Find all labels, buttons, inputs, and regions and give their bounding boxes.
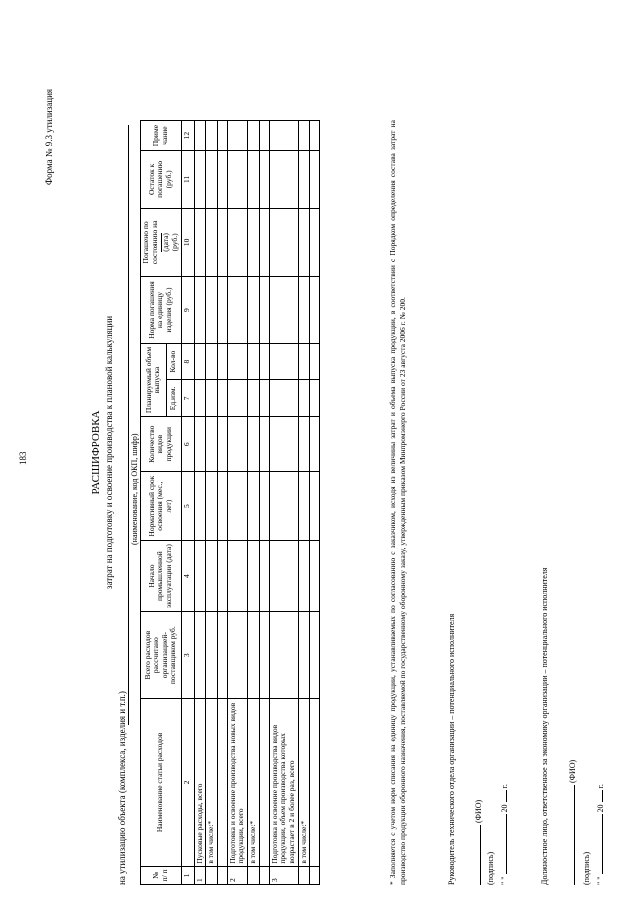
signature2-date-prefix: " ": [596, 876, 605, 885]
header-repaid-a: Погашено по состоянию на: [141, 220, 159, 265]
table-cell[interactable]: [206, 612, 218, 699]
signature2-date-field[interactable]: [602, 814, 603, 874]
table-cell[interactable]: [206, 151, 218, 208]
table-cell[interactable]: [227, 380, 247, 417]
signature2-year-suffix: г.: [596, 784, 605, 789]
table-cell[interactable]: [194, 541, 206, 612]
signature1-date-prefix: " ": [500, 876, 509, 885]
table-cell[interactable]: [227, 121, 247, 151]
table-cell[interactable]: [269, 121, 298, 151]
table-cell[interactable]: [269, 151, 298, 208]
header-total: Всего расходов рассчитано организацией-поставщиком руб.: [141, 612, 182, 699]
form-label: Форма № 9.3 утилизация: [44, 88, 54, 185]
signature1-sign-field[interactable]: [480, 825, 481, 885]
signature1-year-field[interactable]: [506, 790, 507, 802]
signature1-sign-label: (подпись): [486, 851, 495, 885]
signature1-role: Руководитель технического отдела организации – потенциального исполнителя: [447, 613, 456, 885]
table-row: [217, 121, 227, 885]
header-count: Кол-во: [166, 343, 181, 380]
row-sub: в том числе:*: [248, 699, 260, 866]
header-num: № п/ п: [141, 866, 182, 884]
table-cell[interactable]: [269, 208, 298, 277]
col-number: 6: [181, 417, 194, 472]
header-repaid: [141, 208, 182, 277]
signature2-year: 20: [596, 804, 605, 813]
signature1-year: 20: [500, 804, 509, 813]
footnote: * Заполняется с учетом норм списания на единицу продукции, устанавливаемых по согласованию с заказчиком, исходя из величины затрат и объема выпуска продукции, в соответствии с Порядком определения состава затрат на производство продукции оборонного назначения, поставляемой по государственному оборонному заказу, утвержденным приказом Минпромэнерго России от 23 августа 2006 г. № 200.: [388, 120, 407, 885]
table-row: [259, 121, 269, 885]
signature1-date-field[interactable]: [506, 814, 507, 874]
signature2-line: [568, 760, 577, 885]
table-cell[interactable]: [269, 612, 298, 699]
signature1-date: [500, 784, 509, 885]
col-number: 1: [181, 866, 194, 884]
table-cell[interactable]: [194, 208, 206, 277]
signature1-line: [474, 800, 483, 885]
col-number: 8: [181, 343, 194, 380]
signature1-year-suffix: г.: [500, 784, 509, 789]
table-cell[interactable]: [206, 121, 218, 151]
table-cell[interactable]: [206, 277, 218, 344]
object-hint: (наименование, код ОКП, шифр): [130, 433, 139, 545]
row-num: 1: [194, 866, 206, 884]
table-cell[interactable]: [194, 417, 206, 472]
signature2-sign-label: (подпись): [582, 851, 591, 885]
table-cell[interactable]: [269, 417, 298, 472]
header-balance: Остаток к погашению (руб.): [141, 151, 182, 208]
table-cell[interactable]: [227, 612, 247, 699]
table-row: [206, 121, 218, 885]
table-cell[interactable]: [194, 151, 206, 208]
header-planned: Планируемый объем выпуска: [141, 343, 167, 416]
table-cell[interactable]: [227, 472, 247, 541]
table-cell[interactable]: [227, 343, 247, 380]
table-cell[interactable]: [194, 612, 206, 699]
row-num: 2: [227, 866, 247, 884]
header-note: Приме чание: [141, 121, 182, 151]
table-cell[interactable]: [206, 541, 218, 612]
column-number-row: [181, 121, 194, 885]
row-name: Пусковые расходы, всего: [194, 699, 206, 866]
table-row: [310, 121, 320, 885]
header-norm: Норма погашения на единицу изделия (руб.): [141, 277, 182, 344]
table-cell[interactable]: [227, 151, 247, 208]
row-num: 3: [269, 866, 298, 884]
table-cell[interactable]: [227, 417, 247, 472]
row-sub: в том числе:*: [298, 699, 310, 866]
col-number: 11: [181, 151, 194, 208]
header-repaid-b: (дата): [161, 233, 171, 252]
table-cell[interactable]: [269, 380, 298, 417]
table-row: [248, 121, 260, 885]
table-row: [269, 121, 298, 885]
table-cell[interactable]: [227, 541, 247, 612]
col-number: 3: [181, 612, 194, 699]
table-cell[interactable]: [227, 277, 247, 344]
object-line: на утилизацию объекта (комплекса, изделия и т.п.): [117, 691, 127, 885]
col-number: 10: [181, 208, 194, 277]
cost-table: [140, 120, 320, 885]
table-cell[interactable]: [206, 417, 218, 472]
signature2-year-field[interactable]: [602, 790, 603, 802]
table-cell[interactable]: [194, 277, 206, 344]
object-name-field: [128, 125, 129, 725]
table-row: [227, 121, 247, 885]
table-cell[interactable]: [194, 380, 206, 417]
row-name: Подготовка и освоение производства новых видов продукции, всего: [227, 699, 247, 866]
table-row: [194, 121, 206, 885]
signature2-sign-field[interactable]: [574, 785, 575, 885]
col-number: 12: [181, 121, 194, 151]
header-name: Наименование статьи расходов: [141, 699, 182, 866]
row-name: Подготовка и освоение производства видов продукции, объем производства которых возрастает в 2 и более раз, всего: [269, 699, 298, 866]
table-row: [298, 121, 310, 885]
table-cell[interactable]: [227, 208, 247, 277]
signature2-date: [596, 784, 605, 885]
table-cell[interactable]: [194, 121, 206, 151]
page-number: 183: [18, 451, 28, 465]
table-header-row: [141, 121, 167, 885]
col-number: 4: [181, 541, 194, 612]
table-cell[interactable]: [206, 472, 218, 541]
col-number: 5: [181, 472, 194, 541]
header-qty: Количество видов продукции: [141, 417, 182, 472]
col-number: 2: [181, 699, 194, 866]
table-cell[interactable]: [269, 541, 298, 612]
table-cell[interactable]: [206, 208, 218, 277]
header-start: Начало промышленной эксплуатации (дата): [141, 541, 182, 612]
signature1-fio: (ФИО): [474, 799, 483, 823]
table-cell[interactable]: [269, 343, 298, 380]
table-cell[interactable]: [194, 472, 206, 541]
table-cell[interactable]: [194, 343, 206, 380]
header-repaid-c: (руб.): [169, 233, 179, 252]
table-cell[interactable]: [269, 277, 298, 344]
row-sub: в том числе:*: [206, 699, 218, 866]
document-title: РАСШИФРОВКА: [90, 410, 102, 495]
signature2-fio: (ФИО): [568, 759, 577, 783]
table-cell[interactable]: [206, 343, 218, 380]
document-subtitle: затрат на подготовку и освоение производства к плановой калькуляции: [104, 315, 114, 590]
header-unit: Ед.изм.: [166, 380, 181, 417]
signature2-role: Должностное лицо, ответственное за экономику организации – потенциального исполнителя: [540, 567, 549, 885]
table-cell[interactable]: [269, 472, 298, 541]
header-term: Нормативный срок освоения (мес., лет): [141, 472, 182, 541]
table-cell[interactable]: [206, 380, 218, 417]
col-number: 7: [181, 380, 194, 417]
col-number: 9: [181, 277, 194, 344]
